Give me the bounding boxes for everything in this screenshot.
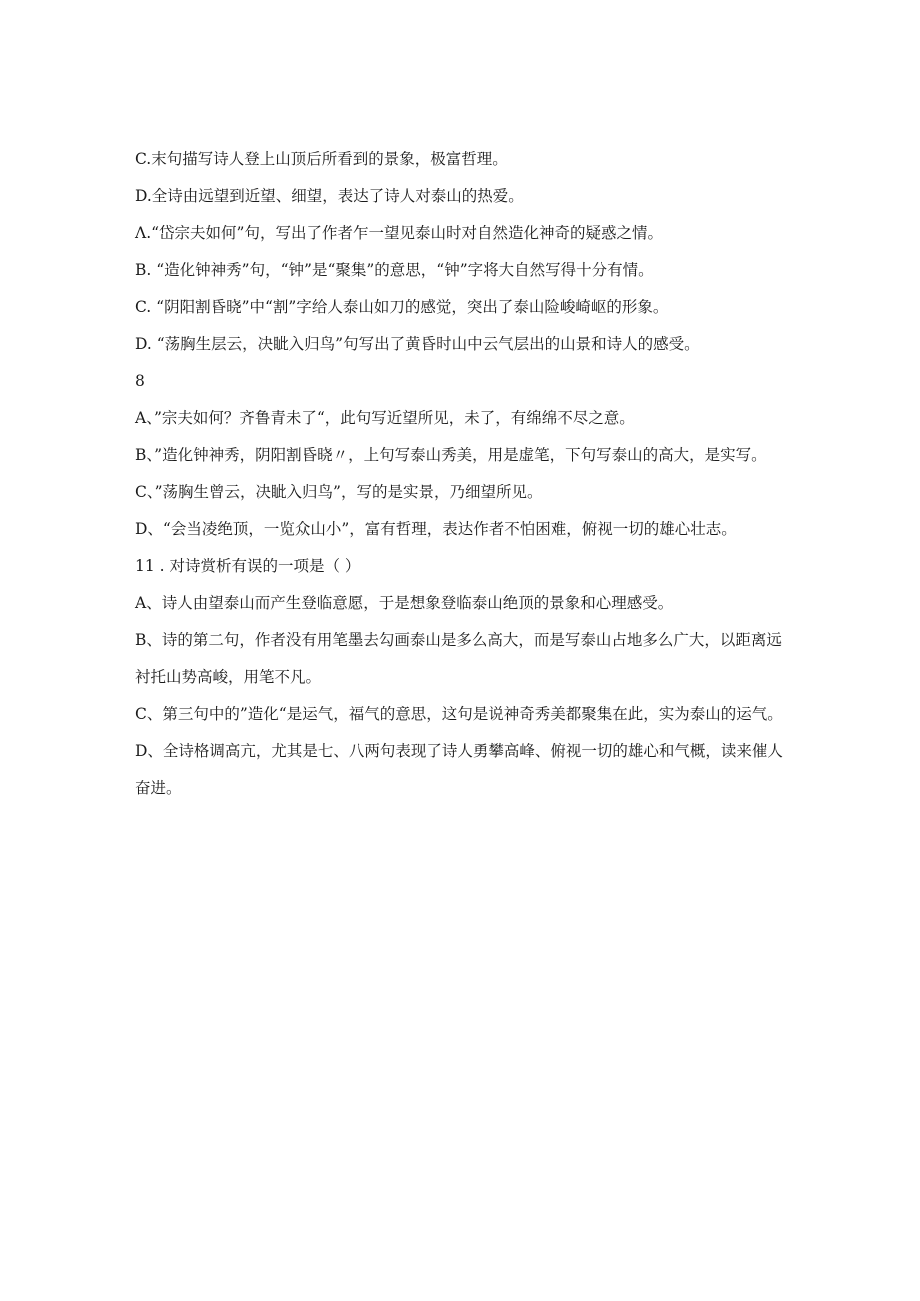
option-b-paragraph xyxy=(135,629,795,689)
option-d-line: D. “荡胸生层云，决眦入归鸟”句写出了黄昏时山中云气层出的山景和诗人的感受。 xyxy=(135,335,700,353)
option-c-line: C.末句描写诗人登上山顶后所看到的景象，极富哲理。 xyxy=(135,150,508,168)
document-body xyxy=(135,148,795,814)
option-b-line: B、”造化钟神秀，阴阳割昏晓〃，上句写泰山秀美，用是虚笔，下句写泰山的高大，是实写。 xyxy=(135,446,767,464)
question-11-prompt: 11 . 对诗赏析有误的一项是（ ） xyxy=(135,557,361,575)
paragraph-line: D、全诗格调高亢，尤其是七、八两句表现了诗人勇攀高峰、俯视一切的雄心和气概，读来催人 xyxy=(135,742,783,760)
option-c-line: C. “阴阳割昏晓”中“割”字给人泰山如刀的感觉，突出了泰山险峻崎岖的形象。 xyxy=(135,298,669,316)
option-a-line: Λ.“岱宗夫如何”句，写出了作者乍一望见泰山时对自然造化神奇的疑惑之情。 xyxy=(135,224,663,242)
option-c-line: C、第三句中的”造化“是运气，福气的意思，这句是说神奇秀美都聚集在此，实为泰山的运气。 xyxy=(135,705,783,723)
question-number: 8 xyxy=(135,372,145,390)
option-d-line: D、“会当凌绝顶，一览众山小”，富有哲理，表达作者不怕困难，俯视一切的雄心壮志。 xyxy=(135,520,737,538)
option-b-line: B. “造化钟神秀”句，“钟”是“聚集”的意思，“钟”字将大自然写得十分有情。 xyxy=(135,261,654,279)
option-a-line: A、”宗夫如何？齐鲁青未了“，此句写近望所见，未了，有绵绵不尽之意。 xyxy=(135,409,635,427)
paragraph-line: 奋进。 xyxy=(135,779,182,797)
option-c-line: C、”荡胸生曾云，决眦入归鸟”，写的是实景，乃细望所见。 xyxy=(135,483,543,501)
option-d-line: D.全诗由远望到近望、细望，表达了诗人对泰山的热爱。 xyxy=(135,187,524,205)
paragraph-line: 衬托山势高峻，用笔不凡。 xyxy=(135,668,322,686)
paragraph-line: B、诗的第二句，作者没有用笔墨去勾画泰山是多么高大，而是写泰山占地多么广大，以距离远 xyxy=(135,631,782,649)
option-a-line: A、诗人由望泰山而产生登临意愿，于是想象登临泰山绝顶的景象和心理感受。 xyxy=(135,594,674,612)
option-d-paragraph xyxy=(135,740,795,800)
